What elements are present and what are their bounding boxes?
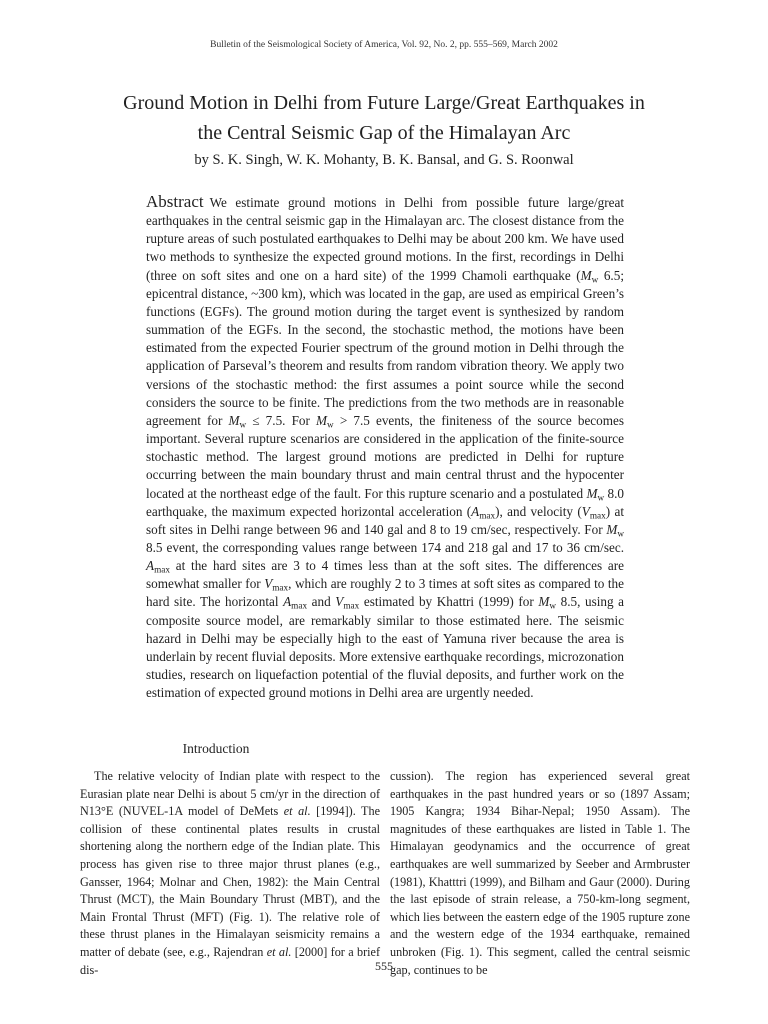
max-subscript: max [343,600,360,611]
velocity-symbol: V [335,594,344,610]
body-column-right [390,768,690,979]
accel-symbol: A [283,594,292,610]
abstract-text: ) at soft sites in Delhi range between 96 and 140 gal and 8 to 19 cm/sec, respectively. For [146,503,624,537]
mag-symbol: M [316,412,328,428]
citation-et-al: et al. [283,804,311,819]
mag-symbol: M [580,267,592,283]
abstract-text: > 7.5 events, the finiteness of the source becomes important. Several rupture scenarios are considered in the application of the finite-source stochastic method. The largest ground motions are predicted in Delhi for rupture occurring between the main boundary thrust and main central thrust and the hypocenter located at the northeast edge of the fault. For this rupture scenario and a postulated [146,412,624,501]
abstract-text: 8.5 event, the corresponding values range between 174 and 218 gal and 17 to 36 cm/sec. [146,539,624,555]
article-title [60,88,708,148]
citation-et-al: et al. [266,944,292,959]
abstract-text: We estimate ground motions in Delhi from possible future large/great earthquakes in the central seismic gap in the Himalayan arc. The closest distance from the rupture areas of such postulated earthquakes to Delhi may be about 200 km. We have used two methods to synthesize the expected ground motions. In the first, recordings in Delhi (three on soft sites and one on a hard site) of the 1999 Chamoli earthquake ( [146,195,624,283]
body-text: The relative velocity of Indian plate with respect to the Eurasian plate near Delhi is about 5 cm/yr in the direction of N13°E (NUVEL-1A model of DeMets [80,769,380,819]
abstract-heading: Abstract [146,192,204,211]
title-line-1: Ground Motion in Delhi from Future Large/Great Earthquakes in [123,92,645,114]
abstract-text: at the hard sites are 3 to 4 times less than at the soft sites. The differences are somewhat smaller for [146,558,624,592]
intro-paragraph [80,768,380,979]
journal-citation: Bulletin of the Seismological Society of America, Vol. 92, No. 2, pp. 555–569, March 2002 [210,40,558,50]
author-line: by S. K. Singh, W. K. Mohanty, B. K. Bansal, and G. S. Roonwal [194,152,574,168]
velocity-symbol: V [264,576,273,592]
page-number: 555 [375,959,393,973]
title-line-2: the Central Seismic Gap of the Himalayan Arc [197,122,571,144]
max-subscript: max [291,600,308,611]
abstract-text: 8.5, using a composite source model, are remarkably similar to those estimated here. The seismic hazard in Delhi may be especially high to the east of Yamuna river because the area is underlain by recent fluvial deposits. More extensive earthquake recordings, microzonation studies, research on liquefaction potential of the fluvial deposits, and further work on the estimation of expected ground motions in Delhi area are urgently needed. [146,594,625,701]
abstract-text: and [307,594,336,610]
mag-subscript: w [239,419,247,430]
mag-subscript: w [549,600,557,611]
accel-symbol: A [471,503,480,519]
abstract-text: , which are roughly 2 to 3 times at soft sites as compared to the hard site. The horizontal [146,576,624,610]
velocity-symbol: V [581,503,590,519]
max-subscript: max [589,509,606,520]
intro-paragraph-continued: cussion). The region has experienced several great earthquakes in the past hundred years or so (1897 Assam; 1905 Kangra; 1934 Bihar-Nepal; 1950 Assam). The magnitudes of these earthquakes are listed in Table 1. The Himalayan geodynamics and the occurrence of great earthquakes are well summarized by Seeber and Armbruster (1981), Khatttri (1999), and Bilham and Gaur (2000). During the last episode of strain release, a 750-km-long segment, which lies between the eastern edge of the 1905 rupture zone and the western edge of the 1934 earthquake, remained unbroken (Fig. 1). This segment, called the central seismic gap, continues to be [390,769,690,977]
max-subscript: max [479,509,496,520]
mag-subscript: w [327,419,334,430]
abstract-text: ≤ 7.5. For [246,412,317,428]
max-subscript: max [154,564,170,575]
mag-symbol: M [228,412,240,428]
body-text: [2000] for a brief dis- [80,944,381,977]
abstract-text: 6.5; epicentral distance, ~300 km), which was located in the gap, are used as empirical Green’s functions (EGFs). The ground motion during the target event is synthesized by random summation of the EGFs. In the second, the stochastic method, the motions have been estimated from the expected Fourier spectrum of the ground motion in Delhi through the application of Parseval’s theorem and results from random vibration theory. We apply two versions of the stochastic method: the first assumes a point source while the second considers the source to be finite. The predictions from the two methods are in reasonable agreement for [146,267,624,428]
max-subscript: max [272,582,289,593]
mag-symbol: M [606,521,618,537]
accel-symbol: A [146,558,155,574]
abstract [146,193,624,702]
abstract-text: 8.0 earthquake, the maximum expected horizontal acceleration ( [146,485,625,519]
body-column-left [80,768,380,979]
mag-subscript: w [617,528,624,539]
mag-subscript: w [597,491,605,502]
abstract-text: estimated by Khattri (1999) for [359,594,539,610]
body-text: [1994]). The collision of these continental plates results in crustal shortening along the northern edge of the Indian plate. This process has given rise to three major thrust planes (e.g., Gansser, 1964; Molnar and Chen, 1982): the Main Central Thrust (MCT), the Main Boundary Thrust (MBT), and the Main Frontal Thrust (MFT) (Fig. 1). The relative role of these thrust planes in the Himalayan seismicity remains a matter of debate (see, e.g., Rajendran [80,804,380,959]
mag-subscript: w [591,273,599,284]
mag-symbol: M [586,485,598,501]
section-heading-introduction: Introduction [182,741,250,756]
mag-symbol: M [538,594,550,610]
abstract-text: ), and velocity ( [495,503,582,519]
